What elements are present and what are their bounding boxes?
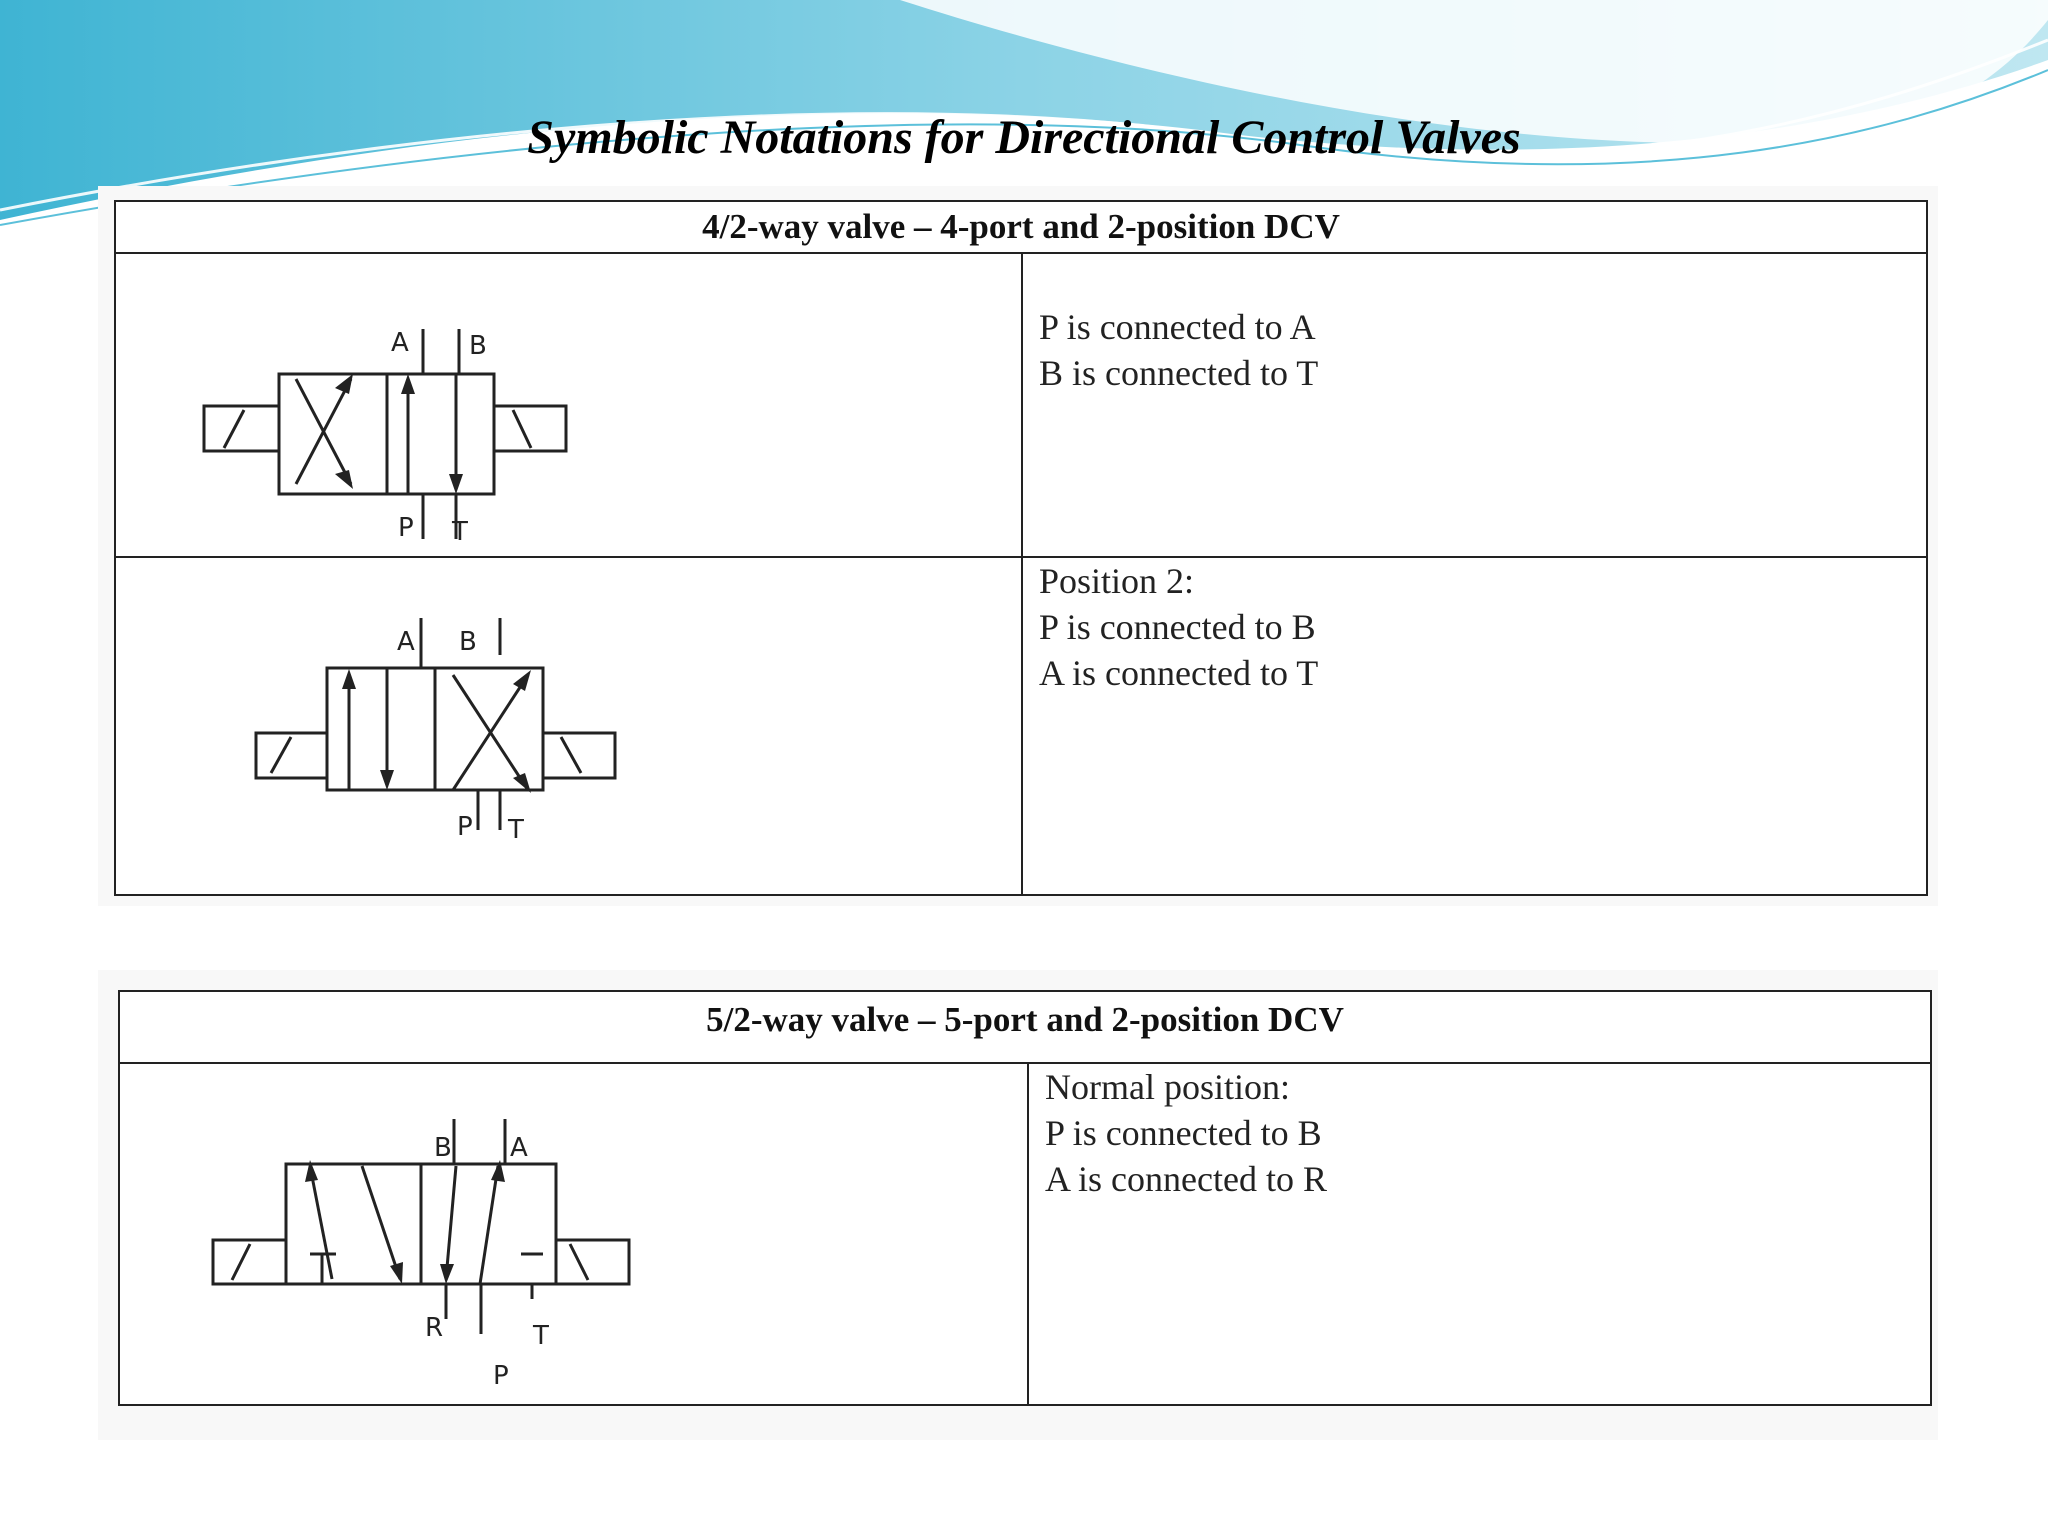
table-row <box>116 254 1926 558</box>
port-label-a: A <box>397 627 415 657</box>
description-line: Normal position: <box>1045 1067 1290 1107</box>
description-cell <box>1019 254 1926 556</box>
valve-symbol-5-2 <box>210 1094 650 1391</box>
port-label-b: B <box>459 627 477 657</box>
description-line: P is connected to B <box>1039 607 1316 647</box>
valve-symbol-4-2-position-2 <box>253 603 653 863</box>
description-line: A is connected to R <box>1045 1159 1327 1199</box>
port-label-b: B <box>469 331 487 361</box>
port-label-r: R <box>425 1313 444 1343</box>
port-label-a: A <box>391 328 409 358</box>
valve-symbol-4-2-position-1 <box>201 284 601 547</box>
symbol-cell <box>116 558 1023 894</box>
port-label-t: T <box>452 517 468 547</box>
description-line: B is connected to T <box>1039 353 1319 393</box>
port-label-p: P <box>457 812 473 842</box>
description-cell <box>1025 1064 1930 1404</box>
table-row <box>120 1064 1930 1404</box>
port-label-b: B <box>434 1133 452 1163</box>
port-label-t: T <box>508 815 524 845</box>
description-cell <box>1019 558 1926 894</box>
description-line: A is connected to T <box>1039 653 1319 693</box>
symbol-cell <box>116 254 1023 556</box>
symbol-cell <box>120 1064 1029 1404</box>
port-label-p: P <box>398 513 414 543</box>
port-label-a: A <box>510 1133 528 1163</box>
valve-table-4-2 <box>114 200 1928 896</box>
port-label-p: P <box>493 1361 509 1391</box>
description-line: P is connected to B <box>1045 1113 1322 1153</box>
valve-table-5-2 <box>118 990 1932 1406</box>
port-label-t: T <box>533 1321 549 1351</box>
table-row <box>116 558 1926 894</box>
description-line: Position 2: <box>1039 561 1195 601</box>
slide-title: Symbolic Notations for Directional Control Valves <box>527 111 1521 164</box>
table-heading: 5/2-way valve – 5-port and 2-position DCV <box>120 992 1930 1064</box>
description-line: P is connected to A <box>1039 307 1316 347</box>
table-heading: 4/2-way valve – 4-port and 2-position DCV <box>116 202 1926 254</box>
